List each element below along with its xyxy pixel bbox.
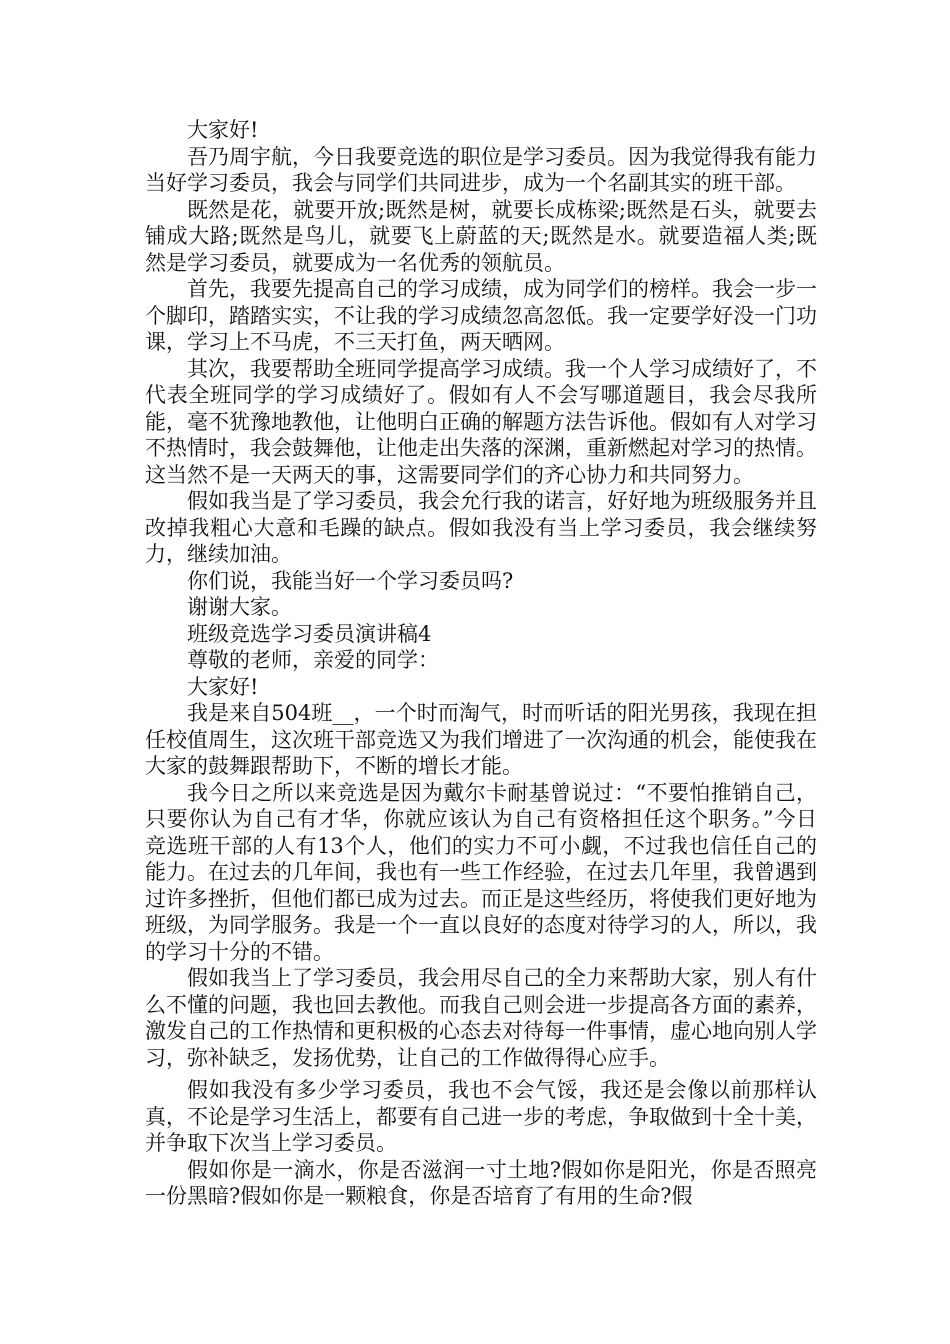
question-paragraph: 你们说，我能当好一个学习委员吗?: [187, 568, 514, 593]
promise-paragraph: 假如我当是了学习委员，我会允行我的诺言，好好地为班级服务并且改掉我粗心大意和毛躁的缺点。假如我没有当上学习委员，我会继续努力，继续加油。: [145, 489, 817, 566]
greeting-paragraph-2: 大家好!: [187, 674, 259, 699]
second-plan-paragraph: 其次，我要帮助全班同学提高学习成绩。我一个人学习成绩好了，不代表全班同学的学习成绩好了。假如有人不会写哪道题目，我会尽我所能，毫不犹豫地教他，让他明白正确的解题方法告诉他。假如有人对学习不热情时，我会鼓舞他，让他走出失落的深渊，重新燃起对学习的热情。这当然不是一天两天的事，这需要同学们的齐心协力和共同努力。: [145, 356, 817, 487]
metaphor-paragraph: 既然是花，就要开放;既然是树，就要长成栋梁;既然是石头，就要去铺成大路;既然是鸟儿，就要飞上蔚蓝的天;既然是水。就要造福人类;既然是学习委员，就要成为一名优秀的领航员。: [145, 197, 817, 275]
first-plan-paragraph: 首先，我要先提高自己的学习成绩，成为同学们的榜样。我会一步一个脚印，踏踏实实，不让我的学习成绩忽高忽低。我一定要学好没一门功课，学习上不马虎，不三天打鱼，两天晒网。: [145, 277, 817, 354]
document-body: [145, 117, 817, 1210]
greeting-paragraph: 大家好!: [187, 118, 259, 142]
salutation-paragraph: 尊敬的老师，亲爱的同学：: [187, 648, 439, 672]
closing-paragraph: 假如你是一滴水，你是否滋润一寸土地?假如你是阳光，你是否照亮一份黑暗?假如你是一颗粮食，你是否培育了有用的生命?假: [145, 1157, 817, 1208]
motivation-paragraph: 我今日之所以来竞选是因为戴尔卡耐基曾说过：“不要怕推销自己，只要你认为自己有才华，你就应该认为自己有资格担任这个职务。”今日竞选班干部的人有13个人，他们的实力不可小觑，不过我也信任自己的能力。在过去的几年间，我也有一些工作经验，在过去几年里，我曾遇到过许多挫折，但他们都已成为过去。而正是这些经历，将使我们更好地为班级，为同学服务。我是一个一直以良好的态度对待学习的人，所以，我的学习十分的不错。: [145, 780, 817, 964]
intro-paragraph: 吾乃周宇航，今日我要竞选的职位是学习委员。因为我觉得我有能力当好学习委员，我会与同学们共同进步，成为一个名副其实的班干部。: [145, 144, 817, 195]
speech-title: 班级竞选学习委员演讲稿4: [187, 621, 432, 646]
if-elected-paragraph: 假如我当上了学习委员，我会用尽自己的全力来帮助大家，别人有什么不懂的问题，我也回去教他。而我自己则会进一步提高各方面的素养，激发自己的工作热情和更积极的心态去对待每一件事情，虚心地向别人学习，弥补缺乏，发扬优势，让自己的工作做得得心应手。: [145, 966, 817, 1070]
thanks-paragraph: 谢谢大家。: [187, 595, 292, 619]
if-not-elected-paragraph: 假如我没有多少学习委员，我也不会气馁，我还是会像以前那样认真，不论是学习生活上，都要有自己进一步的考虑，争取做到十全十美，并争取下次当上学习委员。: [145, 1078, 817, 1155]
self-intro-paragraph: 我是来自504班__，一个时而淘气，时而听话的阳光男孩，我现在担任校值周生，这次班干部竞选又为我们增进了一次沟通的机会，能使我在大家的鼓舞跟帮助下，不断的增长才能。: [145, 701, 817, 778]
